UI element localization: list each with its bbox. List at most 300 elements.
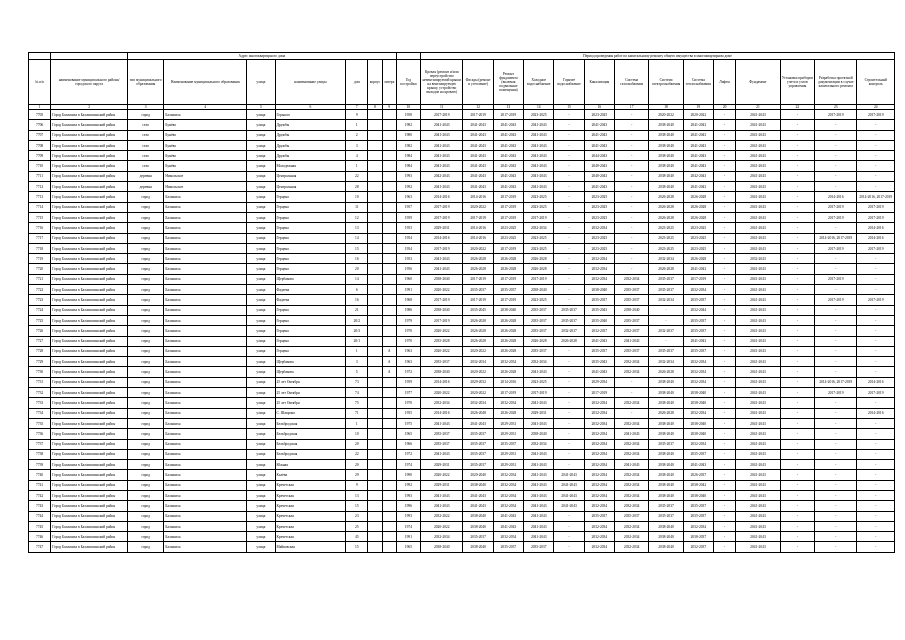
- table-cell: -: [615, 192, 649, 202]
- table-cell: улица: [247, 305, 275, 315]
- table-cell: 2041-2043: [736, 439, 780, 449]
- table-cell: -: [554, 542, 584, 552]
- table-cell: Город Балашиха в Балашихинский район: [51, 110, 128, 120]
- table-cell: улица: [247, 223, 275, 233]
- table-cell: город: [128, 501, 164, 511]
- table-cell: [368, 480, 382, 490]
- table-cell: 2041-2043: [463, 120, 493, 130]
- table-cell: 1996: [396, 501, 420, 511]
- table-cell: 7745: [29, 521, 51, 531]
- table-cell: [368, 418, 382, 428]
- table-cell: -: [714, 418, 736, 428]
- table-cell: 2017-2019: [857, 388, 895, 398]
- table-cell: Город Балашиха в Балашихинский район: [51, 285, 128, 295]
- table-cell: 2029-2034: [584, 377, 614, 387]
- table-cell: Балашиха: [164, 367, 247, 377]
- table-cell: -: [815, 521, 857, 531]
- table-cell: [368, 212, 382, 222]
- table-cell: 2041-2043: [463, 182, 493, 192]
- column-header: Строительный контроль: [857, 60, 895, 105]
- table-cell: 2023-2025: [524, 202, 554, 212]
- table-cell: улица: [247, 151, 275, 161]
- table-cell: город: [128, 377, 164, 387]
- table-cell: 20: [346, 460, 368, 470]
- table-cell: 2026-2028: [649, 367, 683, 377]
- table-cell: 1970: [396, 336, 420, 346]
- table-cell: 7722: [29, 285, 51, 295]
- table-cell: -: [714, 377, 736, 387]
- table-cell: -: [815, 130, 857, 140]
- table-cell: 7714: [29, 202, 51, 212]
- table-cell: 5: [346, 367, 368, 377]
- table-cell: Город Балашиха в Балашихинский район: [51, 439, 128, 449]
- table-cell: 2038-2040: [649, 521, 683, 531]
- table-cell: 2038-2040: [649, 171, 683, 181]
- table-cell: [368, 511, 382, 521]
- table-cell: 2035-2037: [683, 326, 713, 336]
- table-cell: 16: [346, 254, 368, 264]
- table-cell: 1972: [396, 367, 420, 377]
- table-cell: 7741: [29, 480, 51, 490]
- table-cell: -: [714, 326, 736, 336]
- table-cell: -: [780, 336, 814, 346]
- table-cell: 2026-2028: [493, 367, 523, 377]
- table-cell: улица: [247, 202, 275, 212]
- table-cell: 2035-2040: [584, 315, 614, 325]
- table-cell: [368, 264, 382, 274]
- table-cell: -: [780, 532, 814, 542]
- table-cell: 2041-2043: [421, 130, 463, 140]
- table-cell: 2023-2025: [524, 377, 554, 387]
- table-cell: [382, 449, 396, 459]
- table-cell: -: [554, 357, 584, 367]
- table-cell: Балашиха: [164, 418, 247, 428]
- table-cell: 2026-2028: [463, 254, 493, 264]
- table-cell: -: [554, 511, 584, 521]
- table-cell: -: [714, 490, 736, 500]
- table-cell: Город Балашиха в Балашихинский район: [51, 192, 128, 202]
- table-cell: 2041-2043: [736, 521, 780, 531]
- table-cell: 2038-2040: [649, 532, 683, 542]
- table-cell: 2035-2037: [584, 295, 614, 305]
- table-cell: 2041-2043: [554, 501, 584, 511]
- table-cell: 2017-2019: [524, 388, 554, 398]
- table-cell: 2035-2037: [683, 501, 713, 511]
- table-cell: улица: [247, 439, 275, 449]
- table-cell: 2026-2048: [463, 408, 493, 418]
- table-cell: 1984: [396, 161, 420, 171]
- table-cell: -: [649, 336, 683, 346]
- table-cell: -: [714, 171, 736, 181]
- table-cell: 7713: [29, 192, 51, 202]
- table-cell: -: [815, 511, 857, 521]
- table-cell: -: [714, 305, 736, 315]
- table-row: [29, 264, 895, 274]
- table-cell: 2023-2025: [524, 295, 554, 305]
- table-cell: 2026-2028: [463, 264, 493, 274]
- table-cell: 2023-2025: [493, 233, 523, 243]
- table-cell: 2032-2034: [584, 460, 614, 470]
- table-cell: [368, 449, 382, 459]
- table-cell: улица: [247, 470, 275, 480]
- table-cell: 2023-2025: [524, 243, 554, 253]
- table-cell: 2038-2040: [649, 418, 683, 428]
- column-number: 11: [421, 105, 463, 110]
- table-cell: 20: [346, 439, 368, 449]
- table-cell: 2026-2028: [524, 336, 554, 346]
- table-cell: -: [857, 439, 895, 449]
- table-cell: -: [857, 326, 895, 336]
- table-cell: 2023-2025: [649, 223, 683, 233]
- table-cell: -: [857, 470, 895, 480]
- table-cell: Герцена: [275, 212, 346, 222]
- table-cell: -: [815, 398, 857, 408]
- table-cell: 13: [346, 490, 368, 500]
- column-number: 24: [857, 105, 895, 110]
- table-cell: -: [554, 223, 584, 233]
- table-cell: 25: [346, 521, 368, 531]
- table-cell: Никольское: [164, 182, 247, 192]
- table-cell: 2038-2040: [649, 460, 683, 470]
- table-cell: 2041-2043: [421, 449, 463, 459]
- table-cell: -: [714, 542, 736, 552]
- table-cell: 2041-2043: [584, 336, 614, 346]
- table-cell: 7719: [29, 254, 51, 264]
- table-cell: 2023-2025: [683, 233, 713, 243]
- table-cell: -: [714, 130, 736, 140]
- table-cell: 2032-2034: [463, 357, 493, 367]
- table-cell: 2026-2028: [649, 264, 683, 274]
- table-cell: -: [857, 182, 895, 192]
- table-cell: 2041-2043: [584, 140, 614, 150]
- table-cell: Балашиха: [164, 532, 247, 542]
- table-cell: 2026-2037: [683, 470, 713, 480]
- table-cell: -: [857, 346, 895, 356]
- table-cell: -: [714, 254, 736, 264]
- table-cell: 2017-2019: [421, 295, 463, 305]
- table-cell: 2041-2043: [736, 532, 780, 542]
- table-cell: город: [128, 449, 164, 459]
- table-cell: 2014-2016: [857, 223, 895, 233]
- table-cell: Город Балашиха в Балашихинский район: [51, 408, 128, 418]
- table-cell: -: [780, 233, 814, 243]
- table-cell: 2035-2043: [584, 305, 614, 315]
- table-row: [29, 336, 895, 346]
- table-cell: 3: [346, 357, 368, 367]
- table-cell: -: [780, 470, 814, 480]
- table-cell: Кречетская: [275, 521, 346, 531]
- table-cell: 2032-2044: [683, 305, 713, 315]
- column-number: 19: [683, 105, 713, 110]
- table-cell: Балашиха: [164, 388, 247, 398]
- table-cell: 2041-2043: [615, 336, 649, 346]
- table-cell: 2026-2028: [463, 326, 493, 336]
- table-cell: 2041-2043: [584, 130, 614, 140]
- table-cell: [382, 377, 396, 387]
- table-cell: Герцена: [275, 315, 346, 325]
- table-row: [29, 398, 895, 408]
- table-cell: [382, 480, 396, 490]
- table-cell: Город Балашиха в Балашихинский район: [51, 161, 128, 171]
- table-cell: [368, 254, 382, 264]
- table-cell: улица: [247, 449, 275, 459]
- table-cell: 16: [346, 295, 368, 305]
- table-cell: -: [780, 490, 814, 500]
- table-cell: Балашиха: [164, 233, 247, 243]
- table-cell: 2041-2043: [736, 182, 780, 192]
- table-cell: -: [714, 429, 736, 439]
- table-cell: -: [857, 305, 895, 315]
- table-cell: 2041-2043: [524, 182, 554, 192]
- column-number: 13: [493, 105, 523, 110]
- table-cell: 1959: [396, 212, 420, 222]
- table-cell: -: [615, 243, 649, 253]
- table-cell: 2014-2016: [815, 192, 857, 202]
- table-cell: 1974: [396, 521, 420, 531]
- table-cell: -: [554, 274, 584, 284]
- table-cell: 2038-2040: [683, 429, 713, 439]
- table-cell: 1958: [396, 110, 420, 120]
- table-row: [29, 480, 895, 490]
- table-cell: 2041-2043: [683, 264, 713, 274]
- table-cell: [368, 110, 382, 120]
- repair-schedule-table: [28, 52, 895, 553]
- table-cell: Город Балашиха в Балашихинский район: [51, 254, 128, 264]
- table-cell: город: [128, 418, 164, 428]
- table-cell: -: [780, 223, 814, 233]
- table-cell: [382, 418, 396, 428]
- table-cell: -: [714, 192, 736, 202]
- table-cell: 2041-2043: [493, 140, 523, 150]
- table-cell: 7723: [29, 295, 51, 305]
- table-cell: Фадеева: [275, 295, 346, 305]
- table-cell: 7716: [29, 223, 51, 233]
- table-cell: -: [780, 140, 814, 150]
- table-cell: 2017-2019: [815, 295, 857, 305]
- table-cell: -: [857, 140, 895, 150]
- table-cell: 2017-2019: [857, 243, 895, 253]
- table-cell: улица: [247, 212, 275, 222]
- table-cell: 2041-2043: [524, 140, 554, 150]
- table-cell: улица: [247, 182, 275, 192]
- table-cell: 20: [346, 264, 368, 274]
- table-cell: 2041-2043: [736, 480, 780, 490]
- table-cell: 2038-2042: [683, 480, 713, 490]
- table-cell: Герцена: [275, 336, 346, 346]
- table-cell: 2032-2034: [584, 490, 614, 500]
- table-cell: 1990: [396, 470, 420, 480]
- table-cell: 2017-2019: [493, 243, 523, 253]
- table-cell: 2032-2034: [615, 274, 649, 284]
- table-cell: 2023-2025: [584, 192, 614, 202]
- table-cell: Бунёво: [164, 151, 247, 161]
- table-cell: -: [554, 388, 584, 398]
- table-cell: 2035-2037: [615, 511, 649, 521]
- table-cell: 2017-2019: [493, 212, 523, 222]
- table-cell: 2038-2040: [524, 285, 554, 295]
- table-cell: 2032-2034: [584, 429, 614, 439]
- table-cell: -: [780, 120, 814, 130]
- table-cell: Город Балашиха в Балашихинский район: [51, 120, 128, 130]
- table-cell: город: [128, 429, 164, 439]
- table-cell: [382, 212, 396, 222]
- table-row: [29, 326, 895, 336]
- table-cell: -: [815, 480, 857, 490]
- table-cell: -: [815, 223, 857, 233]
- column-number: 23: [815, 105, 857, 110]
- table-cell: город: [128, 110, 164, 120]
- table-cell: -: [857, 521, 895, 531]
- table-cell: 2032-2034: [493, 490, 523, 500]
- table-cell: Балашиха: [164, 449, 247, 459]
- table-cell: [382, 161, 396, 171]
- table-cell: 2041-2043: [584, 367, 614, 377]
- table-cell: город: [128, 212, 164, 222]
- table-cell: -: [815, 429, 857, 439]
- column-header: наименование улицы: [275, 60, 346, 105]
- table-cell: 2035-2037: [584, 511, 614, 521]
- table-cell: 7734: [29, 408, 51, 418]
- table-cell: 28: [346, 182, 368, 192]
- table-cell: 2038-2040: [683, 490, 713, 500]
- table-cell: 14: [346, 274, 368, 284]
- table-cell: 1959: [396, 377, 420, 387]
- table-row: [29, 315, 895, 325]
- table-cell: Балашиха: [164, 377, 247, 387]
- column-number: 1: [29, 105, 51, 110]
- table-cell: город: [128, 336, 164, 346]
- table-cell: -: [857, 315, 895, 325]
- table-row: [29, 285, 895, 295]
- table-cell: Город Балашиха в Балашихинский район: [51, 521, 128, 531]
- table-cell: [368, 326, 382, 336]
- table-cell: -: [714, 212, 736, 222]
- table-cell: 2041-2043: [736, 264, 780, 274]
- table-cell: 2020-2022: [421, 388, 463, 398]
- table-cell: 2035-2037: [524, 326, 554, 336]
- table-cell: -: [714, 398, 736, 408]
- table-cell: Дружбы: [275, 120, 346, 130]
- table-cell: 2032-2034: [421, 398, 463, 408]
- table-cell: 1982: [396, 120, 420, 130]
- table-cell: 2041-2043: [736, 315, 780, 325]
- table-cell: -: [554, 408, 584, 418]
- table-cell: 2032-2034: [584, 480, 614, 490]
- table-cell: 2035-2037: [493, 542, 523, 552]
- table-cell: -: [554, 182, 584, 192]
- table-cell: 7707: [29, 130, 51, 140]
- table-cell: [368, 429, 382, 439]
- table-cell: -: [554, 110, 584, 120]
- table-cell: [368, 460, 382, 470]
- table-cell: 2038-2040: [493, 305, 523, 315]
- table-cell: 2026-2028: [683, 212, 713, 222]
- table-cell: -: [714, 120, 736, 130]
- table-cell: [368, 490, 382, 500]
- table-cell: 2017-2019: [463, 295, 493, 305]
- table-cell: Бельбродская: [275, 449, 346, 459]
- table-cell: город: [128, 315, 164, 325]
- table-cell: [382, 264, 396, 274]
- table-cell: 2014-2016, 2017-2019: [857, 192, 895, 202]
- table-cell: -: [714, 264, 736, 274]
- table-cell: Город Балашиха в Балашихинский район: [51, 398, 128, 408]
- table-cell: Город Балашиха в Балашихинский район: [51, 367, 128, 377]
- table-cell: [368, 377, 382, 387]
- table-cell: 2035-2045: [463, 305, 493, 315]
- table-cell: 2032-2034: [524, 357, 554, 367]
- table-cell: 2014-2016: [857, 377, 895, 387]
- table-cell: Центральная: [275, 182, 346, 192]
- table-cell: Город Балашиха в Балашихинский район: [51, 388, 128, 398]
- table-cell: Балашиха: [164, 501, 247, 511]
- table-cell: -: [780, 429, 814, 439]
- table-cell: 2029-2032: [463, 377, 493, 387]
- table-cell: Город Балашиха в Балашихинский район: [51, 295, 128, 305]
- table-cell: 2042-2043: [421, 171, 463, 181]
- table-cell: [382, 110, 396, 120]
- table-cell: 2041-2043: [524, 367, 554, 377]
- table-cell: 2041-2043: [554, 490, 584, 500]
- table-cell: город: [128, 398, 164, 408]
- column-number: 10: [396, 105, 420, 110]
- table-cell: 2041-2043: [524, 130, 554, 140]
- table-cell: [382, 171, 396, 181]
- table-cell: Молодежная: [275, 161, 346, 171]
- table-cell: -: [857, 285, 895, 295]
- column-header: Установка приборов учета и узлов управления: [780, 60, 814, 105]
- table-cell: -: [714, 140, 736, 150]
- table-cell: Герцена: [275, 264, 346, 274]
- table-cell: -: [554, 254, 584, 264]
- table-cell: -: [554, 161, 584, 171]
- table-cell: -: [815, 336, 857, 346]
- table-cell: 2041-2043: [615, 429, 649, 439]
- table-cell: 2035-2037: [683, 449, 713, 459]
- table-cell: 7711: [29, 171, 51, 181]
- table-cell: деревня: [128, 171, 164, 181]
- column-header: корпус: [368, 60, 382, 105]
- table-cell: 2032-2034: [615, 480, 649, 490]
- table-cell: Дружбы: [275, 130, 346, 140]
- table-cell: 2029-2031: [493, 449, 523, 459]
- table-cell: [382, 439, 396, 449]
- table-cell: 2038-2040: [649, 449, 683, 459]
- table-cell: Балашиха: [164, 439, 247, 449]
- table-cell: 2032-2034: [615, 490, 649, 500]
- table-cell: 2038-2037: [683, 532, 713, 542]
- table-cell: 2041-2043: [554, 480, 584, 490]
- table-cell: -: [857, 130, 895, 140]
- table-cell: 20/2: [346, 315, 368, 325]
- table-cell: [382, 182, 396, 192]
- table-cell: 2023-2025: [524, 233, 554, 243]
- table-cell: 2032-2034: [615, 470, 649, 480]
- table-cell: [368, 346, 382, 356]
- table-cell: 1980: [396, 130, 420, 140]
- table-cell: 7715: [29, 212, 51, 222]
- table-cell: -: [714, 357, 736, 367]
- table-cell: 9: [346, 480, 368, 490]
- table-cell: 25 лет Октября: [275, 388, 346, 398]
- table-cell: 2041-2043: [421, 140, 463, 150]
- table-cell: 1960: [396, 274, 420, 284]
- table-cell: Балашиха: [164, 357, 247, 367]
- table-cell: 2026-2028: [683, 192, 713, 202]
- table-cell: -: [780, 521, 814, 531]
- table-cell: 15: [346, 243, 368, 253]
- table-cell: 2038-2040: [649, 151, 683, 161]
